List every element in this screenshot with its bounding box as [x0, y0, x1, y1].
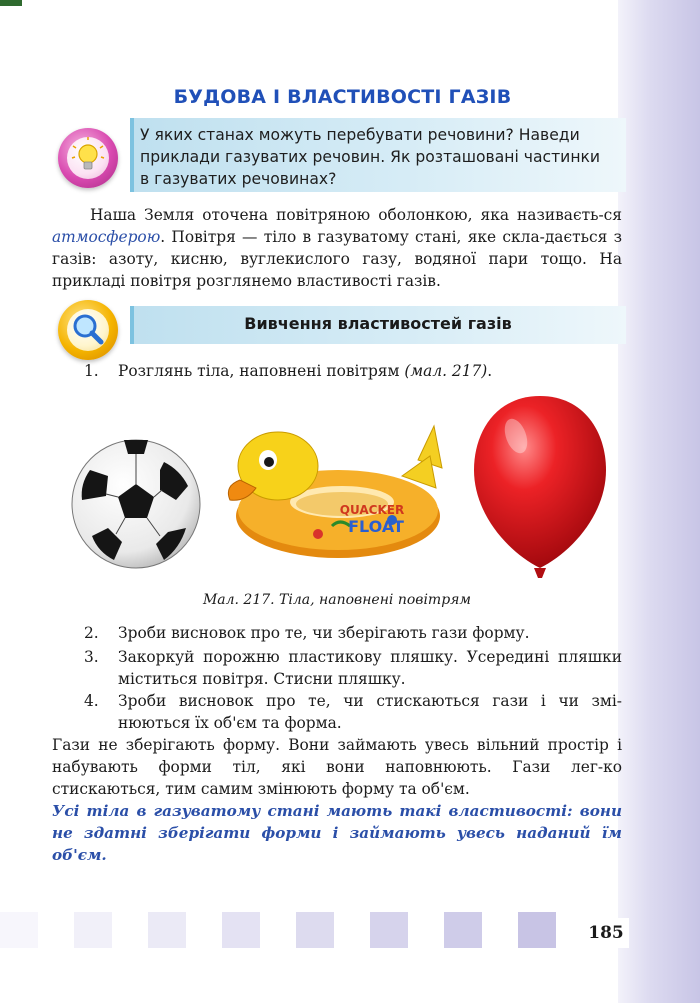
step-text: Зроби висновок про те, чи зберігають гази форму.	[118, 624, 530, 642]
footer-square	[444, 912, 482, 948]
figure-caption: Мал. 217. Тіла, наповнені повітрям	[202, 592, 472, 608]
step-number: 2.	[84, 624, 99, 642]
page-edge-band	[618, 0, 700, 1003]
footer-square	[370, 912, 408, 948]
step-3	[52, 646, 622, 690]
step-1	[52, 360, 622, 382]
question-line: в газуватих речовинах?	[140, 170, 337, 188]
float-label-1: QUACKER	[339, 503, 405, 517]
footer-square	[74, 912, 112, 948]
footer-square	[0, 912, 38, 948]
lightbulb-icon	[58, 128, 118, 188]
step-number: 1.	[84, 362, 99, 380]
section-title: БУДОВА І ВЛАСТИВОСТІ ГАЗІВ	[173, 86, 512, 108]
term-atmosphere: атмосферою	[52, 228, 161, 246]
page-number: 185	[583, 918, 629, 948]
step-4	[52, 690, 622, 734]
conclusion-paragraph: Гази не зберігають форму. Вони займають увесь вільний простір і набувають форми тіл, які вони наповнюють. Гази лег-ко стискаються, тим самим змінюють форму та об'єм.	[52, 736, 622, 798]
footer-square	[518, 912, 556, 948]
step-end: .	[487, 362, 493, 380]
question-text	[140, 124, 622, 190]
step-2	[52, 622, 622, 644]
step-text: Розглянь тіла, наповнені повітрям	[118, 362, 405, 380]
footer-square	[296, 912, 334, 948]
footer-square	[222, 912, 260, 948]
figure-reference: (мал. 217)	[404, 362, 488, 380]
balloon-image	[468, 392, 612, 582]
question-line: приклади газуватих речовин. Як розташовані частинки	[140, 148, 601, 166]
duck-float-image	[222, 416, 448, 562]
footer-square	[148, 912, 186, 948]
magnifier-icon	[58, 300, 118, 360]
study-title: Вивчення властивостей газів	[244, 314, 512, 333]
corner-mark	[0, 0, 22, 6]
soccer-ball-image	[68, 436, 204, 572]
step-text: Зроби висновок про те, чи стискаються гази і чи змі-нюються їх об'єм та форма.	[118, 692, 622, 732]
intro-part1: Наша Земля оточена повітряною оболонкою, яка називаєть-ся	[90, 206, 622, 224]
intro-paragraph	[52, 204, 622, 292]
rule-statement: Усі тіла в газуватому стані мають такі властивості: вони не здатні зберігати форми і займають увесь наданий їм об'єм.	[52, 802, 622, 864]
step-text: Закоркуй порожню пластикову пляшку. Усередині пляшки міститься повітря. Стисни пляшку.	[118, 648, 622, 688]
intro-part2: . Повітря — тіло в газуватому стані, яке скла-дається з газів: азоту, кисню, вуглекислого газу, водяної пари тощо. На прикладі повітря розглянемо властивості газів.	[52, 228, 622, 290]
step-number: 3.	[84, 648, 99, 666]
float-label-2: FLOAT	[348, 517, 404, 536]
step-number: 4.	[84, 692, 99, 710]
question-line: У яких станах можуть перебувати речовини? Наведи	[140, 126, 580, 144]
